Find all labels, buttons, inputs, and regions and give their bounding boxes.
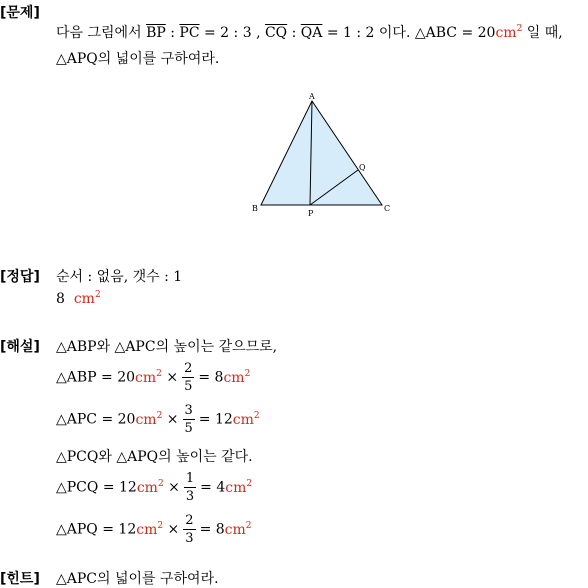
ratio-value-2: = 1 : 2 이다. △ABC = 20	[326, 25, 496, 41]
answer-label: [정답]	[0, 269, 40, 285]
unit: $cm^2$	[225, 478, 253, 496]
vertex-label-a: A	[309, 92, 315, 101]
equation-apc: △APC = $20cm^2$ × $\frac{3}{5}$ = $12cm^2$	[56, 403, 260, 436]
unit: $cm^2$	[224, 520, 252, 538]
triangle-abc	[261, 101, 382, 205]
equation-abp: △ABP = $20cm^2$ × $\frac{2}{5}$ = $8cm^2$	[56, 361, 251, 394]
ratio-colon-1: :	[170, 25, 175, 41]
solution-line-2: △PCQ와 △APQ의 높이는 같다.	[56, 449, 253, 465]
ratio-value-1: = 2 : 3 ,	[204, 25, 261, 41]
problem-line-2: △APQ의 넓이를 구하여라.	[56, 51, 220, 67]
fraction: $\frac{2}{5}$	[184, 361, 193, 394]
unit: $cm^2$	[135, 410, 163, 428]
answer-value: 8 $cm^2$	[56, 290, 101, 307]
equation-apq: △APQ = $12cm^2$ × $\frac{2}{3}$ = $8cm^2$	[56, 513, 252, 546]
point-label-p: P	[308, 209, 314, 218]
equation-pcq: △PCQ = $12cm^2$ × $\frac{1}{3}$ = $4cm^2$	[56, 471, 253, 504]
problem-label: [문제]	[0, 5, 40, 21]
hint-text: △APC의 넓이를 구하여라.	[56, 571, 219, 587]
unit: $cm^2$	[136, 478, 164, 496]
problem-line-1	[56, 22, 563, 42]
point-label-q: Q	[359, 163, 366, 172]
segment-bp: $\overline{BP}$	[146, 25, 166, 41]
solution-line-1: △ABP와 △APC의 높이는 같으므로,	[56, 339, 278, 355]
answer-meta: 순서 : 없음, 갯수 : 1	[56, 269, 183, 285]
fraction: $\frac{1}{3}$	[185, 471, 195, 504]
fraction: $\frac{3}{5}$	[184, 403, 193, 436]
problem-intro: 다음 그림에서	[56, 25, 142, 41]
answer-unit: $cm^2$	[73, 290, 101, 307]
unit: $cm^2$	[223, 368, 251, 386]
ratio-colon-2: :	[291, 25, 297, 41]
fraction: $\frac{2}{3}$	[185, 513, 194, 546]
vertex-label-c: C	[384, 204, 391, 213]
unit: $cm^2$	[136, 520, 164, 538]
hint-label: [힌트]	[0, 571, 40, 587]
area-unit: $cm^2$	[495, 24, 523, 41]
unit: $cm^2$	[135, 368, 162, 386]
solution-label: [해설]	[0, 339, 40, 355]
segment-cq: $\overline{CQ}$	[264, 25, 288, 41]
triangle-figure	[248, 90, 398, 220]
segment-qa: $\overline{QA}$	[300, 25, 323, 41]
segment-pc: $\overline{PC}$	[179, 25, 200, 41]
vertex-label-b: B	[252, 204, 258, 213]
problem-tail: 일 때,	[526, 25, 563, 41]
unit: $cm^2$	[232, 410, 260, 428]
